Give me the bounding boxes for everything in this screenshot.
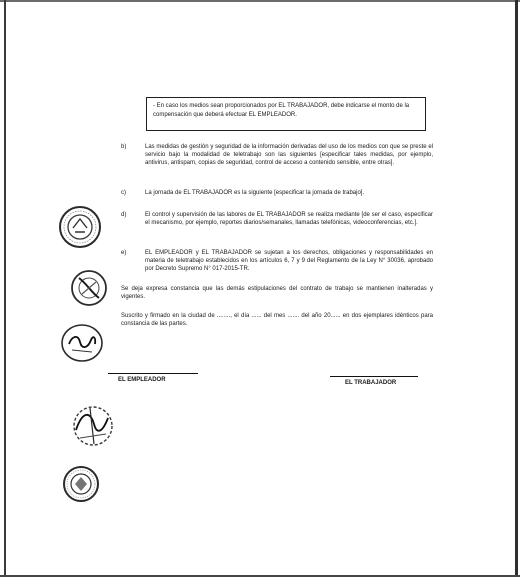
clause-text: El control y supervisión de las labores de EL TRABAJADOR se realiza mediante [de ser el caso, especificar el mecanismo, por ejemplo, reportes diarios/semanales, llamadas telefónicas, videoconferencias, etc.].	[145, 212, 433, 226]
right-border	[515, 0, 518, 577]
clause-letter: d)	[121, 212, 127, 218]
round-seal-stamp-2	[69, 268, 109, 308]
clause-letter: b)	[121, 144, 127, 150]
clause-letter: e)	[121, 250, 127, 256]
suscrito-paragraph: Suscrito y firmado en la ciudad de ........, el día ...... del mes ....... del año 20...... en dos ejemplares idénticos para constancia de las partes.	[121, 313, 433, 327]
employer-signature-line	[108, 373, 198, 374]
compensation-note-text: - En caso los medios sean proporcionados por EL TRABAJADOR, debe indicarse el monto de la compensación que deberá efectuar EL EMPLEADOR.	[153, 103, 410, 118]
document-page	[6, 2, 515, 575]
clause-text: EL EMPLEADOR y EL TRABAJADOR se sujetan a los derechos, obligaciones y responsabilidades en materia de teletrabajo establecidos en los artículos 6, 7 y 9 del Reglamento de la Ley N° 30036, aprobado por Decreto Supremo N° 017-2015-TR.	[145, 250, 433, 272]
employer-label: EL EMPLEADOR	[118, 377, 166, 383]
compensation-note-box	[146, 97, 426, 131]
worker-signature-line	[330, 376, 418, 377]
clause-letter: c)	[121, 190, 126, 196]
handwritten-signature-2	[68, 400, 118, 450]
round-seal-stamp-3	[61, 464, 101, 504]
round-seal-stamp-1	[57, 204, 103, 250]
worker-label: EL TRABAJADOR	[345, 380, 397, 386]
constancia-paragraph: Se deja expresa constancia que las demás estipulaciones del contrato de trabajo se mantienen inalteradas y vigentes.	[121, 286, 433, 300]
clause-text: Las medidas de gestión y seguridad de la información derivadas del uso de los medios con que se preste el servicio bajo la modalidad de teletrabajo son las siguientes [especificar tales medidas, por ejemplo, antivirus, antispam, copias de seguridad, control de acceso a contenido sensible, entre otras].	[145, 144, 433, 166]
clause-text: La jornada de EL TRABAJADOR es la siguiente [especificar la jornada de trabajo].	[145, 190, 365, 196]
handwritten-signature-1	[58, 320, 106, 366]
